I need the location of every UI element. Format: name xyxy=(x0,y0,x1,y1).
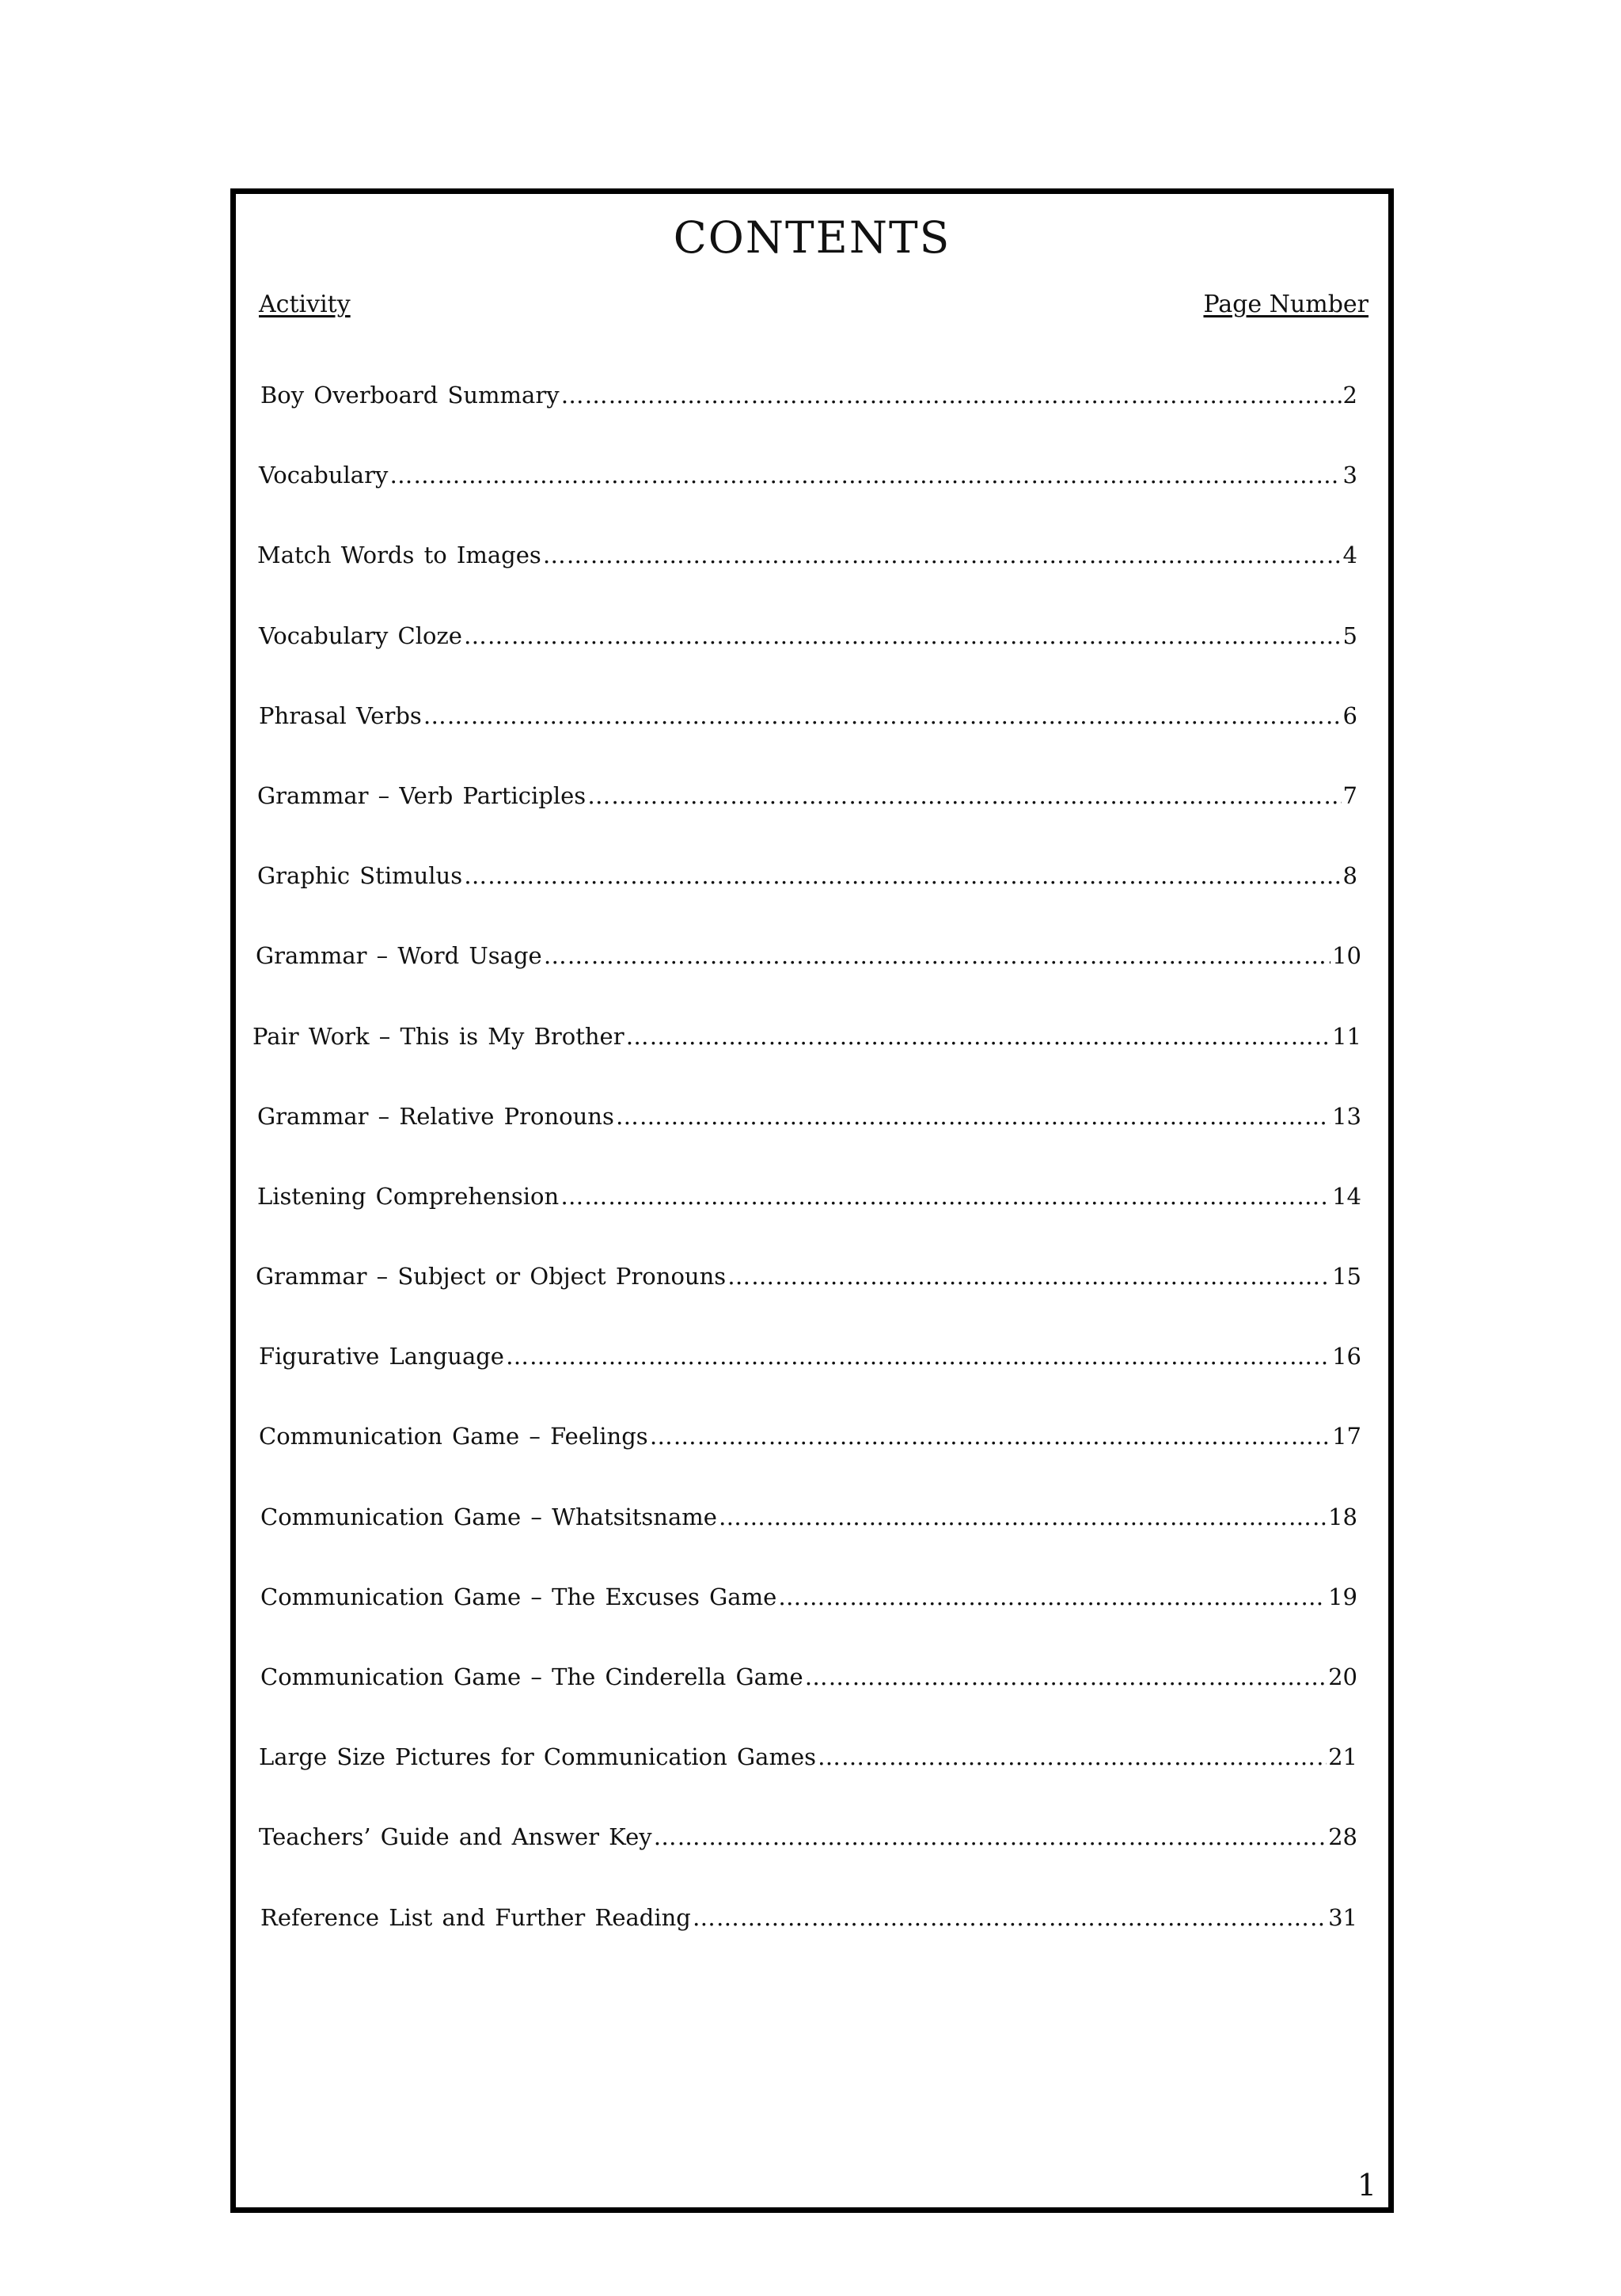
toc-entry[interactable] xyxy=(236,1503,1388,1586)
toc-entry-page: 14 xyxy=(1332,1182,1361,1210)
dot-leader xyxy=(423,705,1342,728)
toc-entry[interactable] xyxy=(236,1663,1388,1746)
toc-entry-title: Match Words to Images xyxy=(257,542,541,569)
toc-entry-title: Graphic Stimulus xyxy=(257,862,463,890)
dot-leader xyxy=(389,464,1341,487)
toc-entry[interactable] xyxy=(236,622,1388,705)
dot-leader xyxy=(727,1265,1331,1288)
dot-leader xyxy=(506,1345,1331,1368)
toc-entry[interactable] xyxy=(236,942,1388,1024)
toc-entry-title: Grammar – Subject or Object Pronouns xyxy=(256,1263,727,1291)
toc-entry-page: 3 xyxy=(1342,462,1357,489)
dot-leader xyxy=(543,544,1342,567)
dot-leader xyxy=(818,1746,1327,1769)
toc-entry-page: 13 xyxy=(1332,1102,1361,1130)
activity-column-header: Activity xyxy=(259,291,351,318)
toc-entry-title: Communication Game – Whatsitsname xyxy=(260,1503,717,1530)
toc-entry-title: Figurative Language xyxy=(259,1343,504,1370)
toc-entry-title: Large Size Pictures for Communication Games xyxy=(259,1743,817,1771)
dot-leader xyxy=(626,1025,1331,1048)
toc-entry-page: 17 xyxy=(1332,1423,1361,1450)
dot-leader xyxy=(561,384,1342,407)
toc-entry-title: Grammar – Verb Participles xyxy=(257,781,587,809)
dot-leader xyxy=(650,1425,1331,1448)
toc-entry-title: Phrasal Verbs xyxy=(259,701,422,729)
toc-entry-title: Vocabulary Cloze xyxy=(259,622,462,649)
toc-entry[interactable] xyxy=(236,1425,1388,1505)
toc-entry-title: Vocabulary xyxy=(259,462,389,489)
toc-entry-page: 11 xyxy=(1332,1022,1361,1050)
toc-entry-title: Boy Overboard Summary xyxy=(260,382,560,409)
toc-entry-page: 20 xyxy=(1328,1663,1357,1690)
toc-entry[interactable] xyxy=(236,1903,1388,1986)
dot-leader xyxy=(587,785,1341,808)
toc-entry[interactable] xyxy=(236,1265,1388,1345)
page-folio-number: 1 xyxy=(1357,2168,1376,2203)
toc-entry-page: 21 xyxy=(1328,1743,1357,1771)
toc-entry[interactable] xyxy=(236,1743,1388,1826)
dot-leader xyxy=(616,1105,1331,1128)
dot-leader xyxy=(778,1586,1327,1609)
dot-leader xyxy=(654,1826,1327,1849)
toc-entry-title: Grammar – Word Usage xyxy=(256,942,542,970)
toc-entry-page: 28 xyxy=(1328,1823,1357,1851)
toc-entry-page: 18 xyxy=(1328,1503,1357,1530)
dot-leader xyxy=(693,1906,1327,1929)
toc-entry-title: Teachers’ Guide and Answer Key xyxy=(259,1823,652,1851)
toc-entry[interactable] xyxy=(236,544,1388,624)
dot-leader xyxy=(464,865,1341,888)
dot-leader xyxy=(464,625,1342,648)
toc-entry[interactable] xyxy=(236,1823,1388,1906)
toc-entry[interactable] xyxy=(236,1022,1388,1105)
toc-entry-page: 16 xyxy=(1332,1343,1361,1370)
toc-entry-page: 19 xyxy=(1328,1583,1357,1610)
toc-entry[interactable] xyxy=(236,781,1388,865)
dot-leader xyxy=(805,1666,1327,1689)
toc-entry-page: 4 xyxy=(1342,542,1357,569)
contents-frame xyxy=(230,188,1394,2213)
toc-entry-title: Reference List and Further Reading xyxy=(260,1903,691,1931)
toc-entry-page: 7 xyxy=(1342,781,1357,809)
toc-entry[interactable] xyxy=(236,384,1388,464)
toc-entry[interactable] xyxy=(236,1182,1388,1265)
toc-entry[interactable] xyxy=(236,862,1388,945)
toc-entry-page: 5 xyxy=(1342,622,1357,649)
dot-leader xyxy=(560,1185,1331,1208)
toc-entry-title: Listening Comprehension xyxy=(257,1182,560,1210)
toc-entry-page: 8 xyxy=(1342,862,1357,890)
toc-entry-title: Communication Game – Feelings xyxy=(259,1423,648,1450)
table-of-contents xyxy=(236,384,1388,1986)
toc-entry[interactable] xyxy=(236,1102,1388,1185)
toc-entry-title: Communication Game – The Cinderella Game xyxy=(260,1663,803,1690)
toc-entry-page: 31 xyxy=(1328,1903,1357,1931)
toc-entry[interactable] xyxy=(236,464,1388,544)
toc-entry-title: Grammar – Relative Pronouns xyxy=(257,1102,614,1130)
toc-entry-page: 15 xyxy=(1332,1263,1361,1291)
toc-entry[interactable] xyxy=(236,1345,1388,1425)
page-title: CONTENTS xyxy=(673,212,951,263)
page-number-column-header: Page Number xyxy=(1203,291,1369,318)
toc-entry[interactable] xyxy=(236,701,1388,785)
toc-entry-page: 6 xyxy=(1342,701,1357,729)
toc-entry-page: 10 xyxy=(1332,942,1361,970)
dot-leader xyxy=(719,1506,1327,1529)
toc-entry-title: Pair Work – This is My Brother xyxy=(252,1022,624,1050)
toc-entry-page: 2 xyxy=(1342,382,1357,409)
dot-leader xyxy=(544,945,1331,967)
toc-entry[interactable] xyxy=(236,1583,1388,1666)
toc-entry-title: Communication Game – The Excuses Game xyxy=(260,1583,777,1610)
